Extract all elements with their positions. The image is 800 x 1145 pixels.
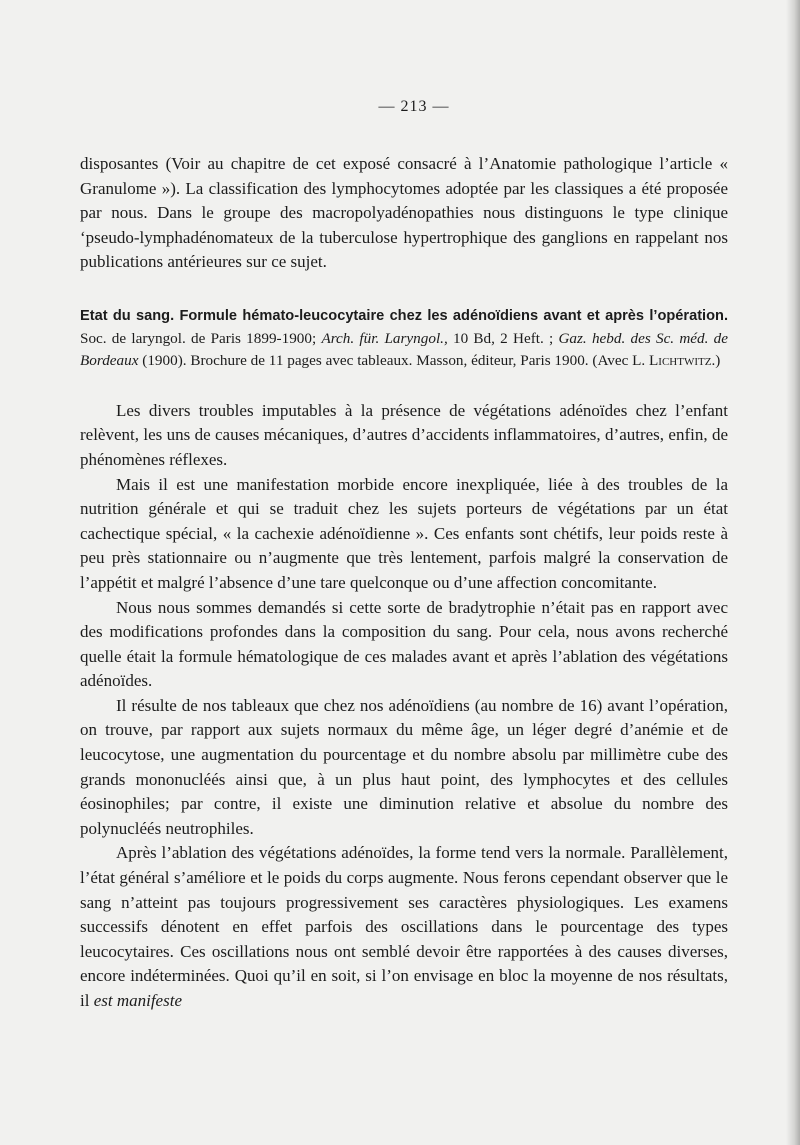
- bibliographic-reference: [80, 305, 728, 373]
- paragraph-2: Mais il est une manifestation morbide encore inexpliquée, liée à des troubles de la nutrition générale et qui se traduit chez les sujets porteurs de végétations par un état cachectique spécial, « la cachexie adénoïdienne ». Ces enfants sont chétifs, leur poids reste à peu près stationnaire ou n’augmente que très lentement, parfois malgré la conservation de l’appétit et malgré l’absence d’une tare quelconque ou d’une affection concomitante.: [80, 474, 728, 592]
- reference-gazette: Gaz. hebd. des Sc. méd. de Bordeaux: [80, 329, 728, 370]
- paragraph-5-italic: est manifeste: [93, 991, 182, 1010]
- paragraph-5-text: Après l’ablation des végétations adénoïdes, la forme tend vers la normale. Parallèlement, l’état général s’améliore et le poids du corps augmente. Nous ferons cependant observer que le sang n’atteint pas toujours progressivement ses caractères physiologiques. Les examens successifs dénotent en effet parfois des oscillations dans le pourcentage des types leucocytaires. Ces oscillations nous ont semblé devoir être rapportées à des causes diverses, encore indéterminées. Quoi qu’il en soit, si l’on envisage en bloc la moyenne de nos résultats, il: [80, 843, 728, 1010]
- paragraph-4: Il résulte de nos tableaux que chez nos adénoïdiens (au nombre de 16) avant l’opération, on trouve, par rapport aux sujets normaux du même âge, un léger degré d’anémie et de leucocytose, une augmentation du pourcentage et du nombre absolu par millimètre cube des grands mononucléés ainsi que, à un plus haut point, des lymphocytes et des cellules éosinophiles; par contre, il existe une diminution relative et absolue du nombre des polynucléés neutrophiles.: [80, 695, 728, 838]
- reference-coauthor: Lichtwitz: [649, 352, 712, 370]
- scan-shadow: [786, 0, 800, 1145]
- reference-society: Soc. de laryngol. de Paris 1899-1900;: [80, 329, 322, 347]
- page-number: — 213 —: [378, 98, 450, 115]
- paragraph-1: Les divers troubles imputables à la présence de végétations adénoïdes chez l’enfant relèvent, les uns de causes mécaniques, d’autres d’accidents inflammatoires, d’autres, enfin, de phénomènes réflexes.: [80, 400, 728, 469]
- reference-archive: Arch. für. Laryngol.,: [321, 329, 448, 347]
- paragraph-3: Nous nous sommes demandés si cette sorte de bradytrophie n’était pas en rapport avec des modifications profondes dans la composition du sang. Pour cela, nous avons recherché quelle était la formule hématologique de ces malades avant et après l’ablation des végétations adénoïdes.: [80, 597, 728, 691]
- reference-archive-detail: 10 Bd, 2 Heft. ;: [447, 329, 559, 347]
- reference-close: .): [711, 352, 721, 370]
- document-page: [80, 98, 728, 1014]
- paragraph-5: [80, 841, 728, 1013]
- reference-title: Etat du sang. Formule hémato-leucocytaire chez les adénoïdiens avant et après l’opération.: [80, 307, 728, 324]
- intro-paragraph: disposantes (Voir au chapitre de cet exposé consacré à l’Anatomie pathologique l’article « Granulome »). La classification des lymphocytomes adoptée par les classiques a été proposée par nous. Dans le groupe des macropolyadénopathies nous distinguons le type clinique ‘pseudo-lymphadénomateux de la tuberculose hypertrophique des ganglions en rappelant nos publications antérieures sur ce sujet.: [80, 154, 728, 272]
- reference-gazette-detail: (1900). Brochure de 11 pages avec tableaux. Masson, éditeur, Paris 1900. (Avec L.: [138, 352, 650, 370]
